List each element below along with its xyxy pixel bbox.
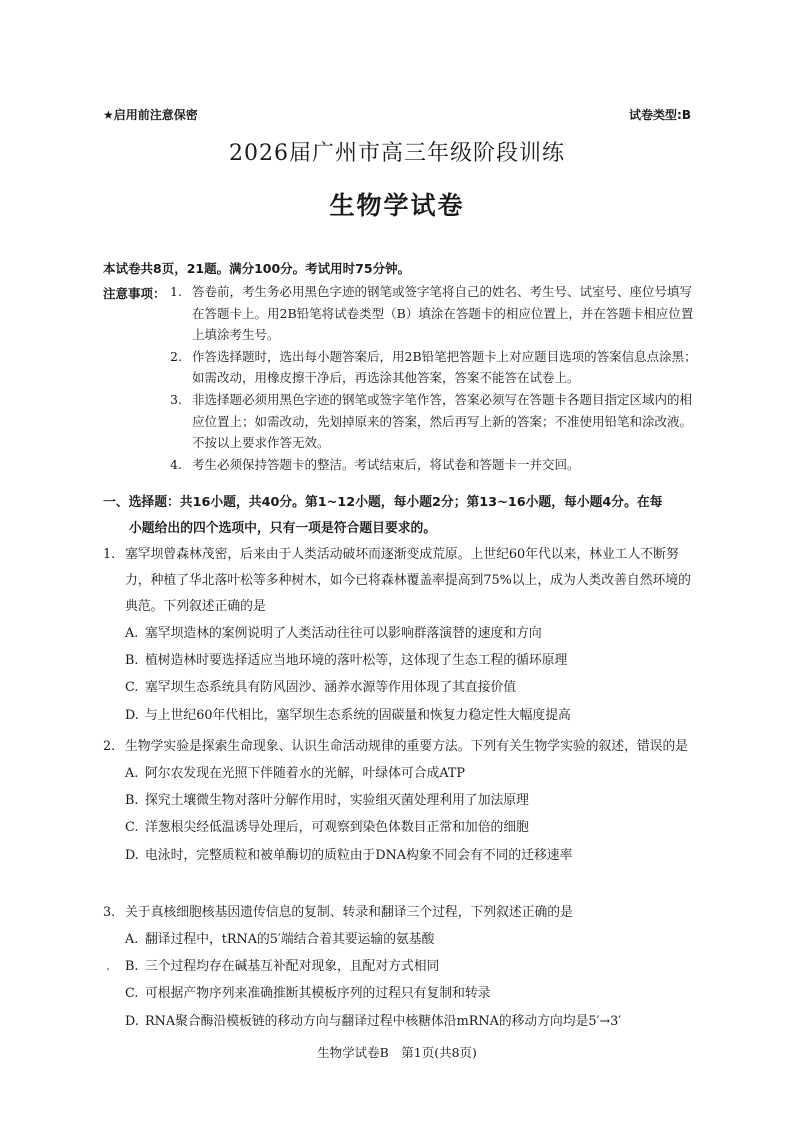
note-number: 1. — [170, 284, 182, 299]
option-d — [103, 842, 703, 869]
note-item — [170, 281, 700, 346]
notes-list — [170, 281, 700, 475]
exam-summary: 本试卷共8页，21题。满分100分。考试用时75分钟。 — [103, 261, 411, 276]
option-text: 探究土壤微生物对落叶分解作用时，实验组灭菌处理利用了加法原理 — [145, 793, 529, 809]
option-c — [103, 814, 703, 841]
option-text: 可根据产物序列来准确推断其模板序列的过程只有复制和转录 — [145, 986, 491, 1002]
option-text: 塞罕坝生态系统具有防风固沙、涵养水源等作用体现了其直接价值 — [145, 680, 517, 696]
note-text: 答卷前，考生务必用黑色字迹的钢笔或签字笔将自己的姓名、考生号、试室号、座位号填写在答题卡上。用2B铅笔将试卷类型（B）填涂在答题卡的相应位置上，并在答题卡相应位置上填涂考生号。 — [192, 284, 694, 343]
note-item — [170, 389, 700, 454]
exam-title: 2026届广州市高三年级阶段训练 — [229, 141, 565, 166]
option-a — [103, 926, 703, 953]
option-label: B. — [125, 793, 139, 809]
question-stem: 塞罕坝曾森林茂密，后来由于人类活动破坏而逐渐变成荒原。上世纪60年代以来，林业工人不断努力，种植了华北落叶松等多种树木，如今已将森林覆盖率提高到75%以上，成为人类改善自然环境的典范。下列叙述正确的是 — [125, 547, 691, 614]
scan-speck — [107, 968, 109, 970]
option-c — [103, 674, 703, 701]
notes-label: 注意事项： — [103, 286, 166, 301]
question-stem: 生物学实验是探索生命现象、认识生命活动规律的重要方法。下列有关生物学实验的叙述，错误的是 — [125, 739, 689, 754]
option-text: 植树造林时要选择适应当地环境的落叶松等，这体现了生态工程的循环原理 — [145, 653, 568, 669]
option-label: D. — [125, 707, 139, 723]
question-number: 1. — [103, 547, 116, 562]
paper-type-label: 试卷类型:B — [629, 108, 691, 122]
option-label: C. — [125, 680, 139, 696]
exam-subtitle: 生物学试卷 — [329, 191, 465, 220]
option-label: A. — [125, 766, 139, 781]
question-number: 2. — [103, 739, 116, 754]
note-text: 非选择题必须用黑色字迹的钢笔或签字笔作答，答案必须写在答题卡各题目指定区域内的相应位置上；如需改动，先划掉原来的答案，然后再写上新的答案；不准使用铅笔和涂改液。不按以上要求作答无效。 — [192, 391, 693, 451]
section-heading — [103, 490, 703, 542]
note-text: 考生必须保持答题卡的整洁。考试结束后，将试卷和答题卡一并交回。 — [192, 456, 580, 472]
option-a — [103, 620, 703, 647]
section-heading-line: 一、选择题：共16小题，共40分。第1~12小题，每小题2分；第13~16小题，每小题4分。在每 — [103, 495, 663, 510]
question-stem: 关于真核细胞核基因遗传信息的复制、转录和翻译三个过程，下列叙述正确的是 — [125, 905, 573, 920]
note-number: 2. — [170, 348, 182, 364]
option-label: A. — [125, 626, 139, 641]
option-text: 与上世纪60年代相比，塞罕坝生态系统的固碳量和恢复力稳定性大幅度提高 — [145, 707, 571, 723]
option-d — [103, 702, 703, 729]
question-number: 3. — [103, 905, 116, 920]
option-label: A. — [125, 932, 139, 947]
question-1 — [103, 542, 703, 729]
option-c — [103, 980, 703, 1007]
option-label: C. — [125, 986, 139, 1002]
option-text: 电泳时，完整质粒和被单酶切的质粒由于DNA构象不同会有不同的迁移速率 — [145, 847, 573, 863]
option-label: B. — [125, 959, 139, 975]
option-label: D. — [125, 1013, 139, 1029]
question-2 — [103, 734, 703, 869]
question-3 — [103, 900, 703, 1035]
option-text: RNA聚合酶沿模板链的移动方向与翻译过程中核糖体沿mRNA的移动方向均是5′→3′ — [145, 1013, 622, 1029]
note-item — [170, 454, 700, 476]
note-item — [170, 346, 700, 389]
option-label: C. — [125, 820, 139, 836]
option-a — [103, 760, 703, 787]
option-text: 洋葱根尖经低温诱导处理后，可观察到染色体数目正常和加倍的细胞 — [145, 820, 529, 836]
option-b — [103, 787, 703, 814]
option-text: 翻译过程中，tRNA的5′端结合着其要运输的氨基酸 — [145, 932, 435, 947]
option-d — [103, 1008, 703, 1035]
option-b — [103, 953, 703, 980]
option-label: D. — [125, 847, 139, 863]
page-footer: 生物学试卷B 第1页(共8页) — [317, 1045, 477, 1060]
option-b — [103, 647, 703, 674]
confidential-mark: ★启用前注意保密 — [103, 108, 198, 122]
note-text: 作答选择题时，选出每小题答案后，用2B铅笔把答题卡上对应题目选项的答案信息点涂黑；如需改动，用橡皮擦干净后，再选涂其他答案，答案不能答在试卷上。 — [192, 348, 697, 386]
option-label: B. — [125, 653, 139, 669]
option-text: 三个过程均存在碱基互补配对现象，且配对方式相同 — [145, 959, 440, 975]
note-number: 3. — [170, 391, 182, 407]
option-text: 塞罕坝造林的案例说明了人类活动往往可以影响群落演替的速度和方向 — [145, 626, 542, 641]
option-text: 阿尔农发现在光照下伴随着水的光解，叶绿体可合成ATP — [145, 766, 466, 781]
section-heading-line: 小题给出的四个选项中，只有一项是符合题目要求的。 — [129, 521, 437, 536]
note-number: 4. — [170, 456, 182, 472]
